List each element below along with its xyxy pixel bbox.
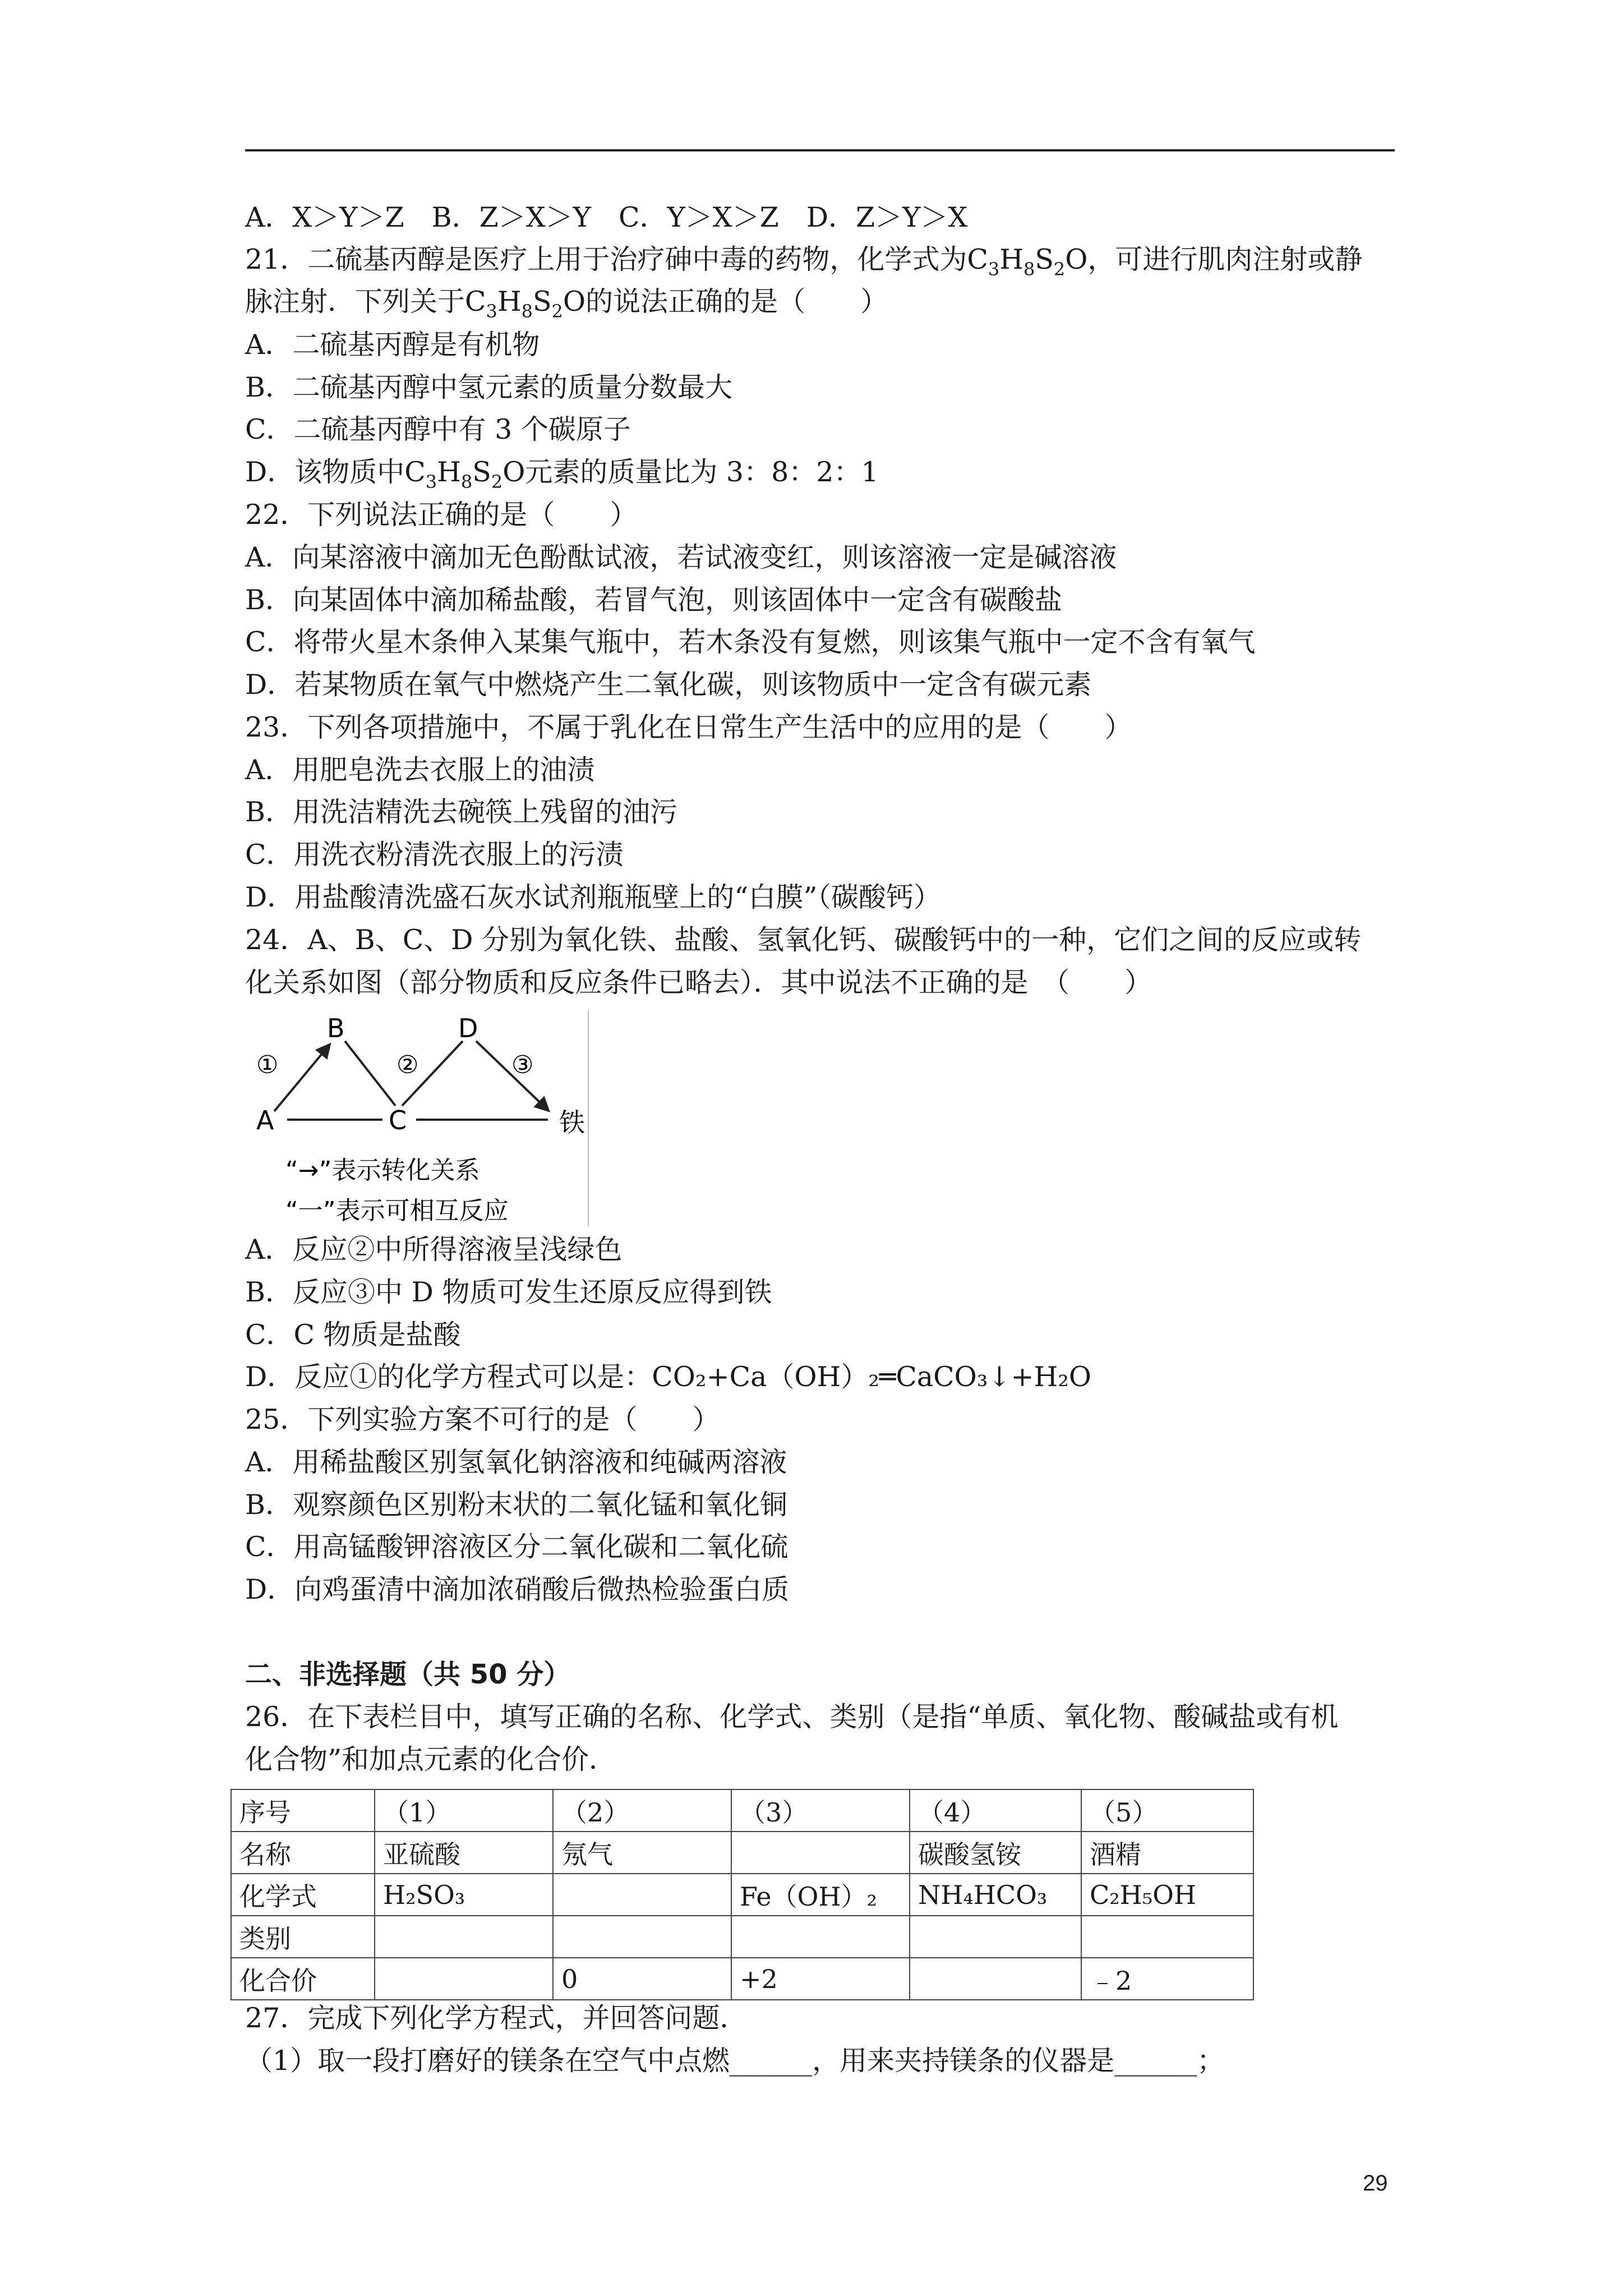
table-cell: 化学式 (231, 1874, 375, 1916)
table-cell: 名称 (231, 1832, 375, 1874)
table-row-valences (231, 1958, 1253, 2000)
q24-option-a: A．反应②中所得溶液呈浅绿色 (245, 1234, 623, 1266)
table-cell: C₂H₅OH (1081, 1874, 1253, 1916)
table-cell-blank (375, 1916, 553, 1958)
q25-option-b: B．观察颜色区别粉末状的二氧化锰和氧化铜 (245, 1489, 788, 1521)
q26-stem-line2: 化合物”和加点元素的化合价． (245, 1743, 617, 1775)
section-heading: 二、非选择题（共 50 分） (245, 1659, 571, 1690)
q22-option-c: C．将带火星木条伸入某集气瓶中，若木条没有复燃，则该集气瓶中一定不含有氧气 (245, 626, 1256, 658)
q21-stem-line2: 脉注射．下列关于$C_3H_8S_2O$的说法正确的是（ ） (245, 286, 888, 322)
q21-option-d: D．该物质中$C_3H_8S_2O$元素的质量比为 3：8：2：1 (245, 456, 879, 493)
step-3-label: ③ (511, 1051, 534, 1079)
arrow-a-to-b (274, 1045, 329, 1111)
q23-stem: 23．下列各项措施中，不属于乳化在日常生产生活中的应用的是（ ） (245, 711, 1132, 743)
reaction-diagram-svg (245, 1010, 589, 1226)
node-a: A (256, 1105, 274, 1135)
table-cell: （4） (910, 1789, 1081, 1832)
q24-option-b: B．反应③中 D 物质可发生还原反应得到铁 (245, 1276, 772, 1308)
table-cell-blank (553, 1874, 731, 1916)
q21-stem: 21．二硫基丙醇是医疗上用于治疗砷中毒的药物，化学式为$C_3H_8S_2O$，可进行肌肉注射或静 (245, 243, 1363, 280)
q27-part1: （1）取一段打磨好的镁条在空气中点燃______，用来夹持镁条的仪器是______； (245, 2045, 1225, 2077)
q21-option-c: C．二硫基丙醇中有 3 个碳原子 (245, 413, 631, 445)
table-cell-blank (1081, 1916, 1253, 1958)
table-cell: （1） (375, 1789, 553, 1832)
table-cell: NH₄HCO₃ (910, 1874, 1081, 1916)
q25-option-c: C．用高锰酸钾溶液区分二氧化碳和二氧化硫 (245, 1531, 789, 1563)
q24-stem-line1: 24．A、B、C、D 分别为氧化铁、盐酸、氢氧化钙、碳酸钙中的一种，它们之间的反应或转 (245, 924, 1362, 956)
table-cell: 化合价 (231, 1958, 375, 2000)
table-cell-blank (731, 1832, 910, 1874)
legend-line: “一”表示可相互反应 (285, 1197, 509, 1225)
q27-stem: 27．完成下列化学方程式，并回答问题． (245, 2002, 748, 2034)
q24-option-d: D．反应①的化学方程式可以是：CO₂+Ca（OH）₂═CaCO₃↓+H₂O (245, 1361, 1092, 1393)
q25-option-a: A．用稀盐酸区别氢氧化钠溶液和纯碱两溶液 (245, 1446, 787, 1478)
table-cell: （3） (731, 1789, 910, 1832)
q23-option-a: A．用肥皂洗去衣服上的油渍 (245, 754, 595, 786)
table-cell: 类别 (231, 1916, 375, 1958)
table-cell: （5） (1081, 1789, 1253, 1832)
table-cell: H₂SO₃ (375, 1874, 553, 1916)
node-b: B (327, 1013, 345, 1043)
node-c: C (389, 1105, 407, 1135)
q21-option-a: A．二硫基丙醇是有机物 (245, 329, 540, 361)
table-cell: 氖气 (553, 1832, 731, 1874)
table-cell: 0 (553, 1958, 731, 2000)
table-cell-blank (910, 1916, 1081, 1958)
q20-options: A．X＞Y＞Z B．Z＞X＞Y C．Y＞X＞Z D．Z＞Y＞X (245, 201, 968, 233)
table-row-formulas (231, 1874, 1253, 1916)
q25-stem: 25．下列实验方案不可行的是（ ） (245, 1404, 720, 1435)
table-cell: +2 (731, 1958, 910, 2000)
page-number: 29 (1363, 2171, 1388, 2196)
legend-arrow: “→”表示转化关系 (285, 1156, 480, 1185)
q24-option-c: C．C 物质是盐酸 (245, 1319, 461, 1351)
reaction-diagram (245, 1010, 589, 1226)
table-row-names (231, 1832, 1253, 1874)
step-2-label: ② (396, 1051, 419, 1079)
q24-stem-line2: 化关系如图（部分物质和反应条件已略去）．其中说法不正确的是 （ ） (245, 967, 1152, 999)
table-cell-blank (553, 1916, 731, 1958)
q22-option-d: D．若某物质在氧气中燃烧产生二氧化碳，则该物质中一定含有碳元素 (245, 669, 1092, 701)
step-1-label: ① (256, 1051, 279, 1079)
table-row-headers (231, 1789, 1253, 1832)
q26-stem-line1: 26．在下表栏目中，填写正确的名称、化学式、类别（是指“单质、氧化物、酸碱盐或有机 (245, 1701, 1339, 1733)
line-b-c (345, 1041, 395, 1106)
header-rule (245, 149, 1395, 151)
table-cell: 亚硫酸 (375, 1832, 553, 1874)
table-row-categories (231, 1916, 1253, 1958)
q22-option-a: A．向某溶液中滴加无色酚酞试液，若试液变红，则该溶液一定是碱溶液 (245, 541, 1117, 573)
table-cell: 碳酸氢铵 (910, 1832, 1081, 1874)
q26-table (230, 1789, 1254, 2000)
table-cell: Fe（OH）₂ (731, 1874, 910, 1916)
q22-option-b: B．向某固体中滴加稀盐酸，若冒气泡，则该固体中一定含有碳酸盐 (245, 584, 1063, 616)
node-fe: 铁 (559, 1107, 585, 1138)
q22-stem: 22．下列说法正确的是（ ） (245, 499, 638, 531)
node-d: D (458, 1013, 478, 1043)
q21-formula: $C_3H_8S_2O$ (967, 243, 1088, 280)
table-cell-blank (910, 1958, 1081, 2000)
q23-option-c: C．用洗衣粉清洗衣服上的污渍 (245, 839, 624, 871)
table-cell: （2） (553, 1789, 731, 1832)
table-cell: 序号 (231, 1789, 375, 1832)
q23-option-d: D．用盐酸清洗盛石灰水试剂瓶瓶壁上的“白膜”（碳酸钙） (245, 881, 941, 913)
table-cell-blank (375, 1958, 553, 2000)
table-cell: ﹣2 (1081, 1958, 1253, 2000)
table-cell: 酒精 (1081, 1832, 1253, 1874)
q21-option-b: B．二硫基丙醇中氢元素的质量分数最大 (245, 371, 733, 403)
table-cell-blank (731, 1916, 910, 1958)
q25-option-d: D．向鸡蛋清中滴加浓硝酸后微热检验蛋白质 (245, 1573, 790, 1605)
q23-option-b: B．用洗洁精洗去碗筷上残留的油污 (245, 796, 678, 828)
